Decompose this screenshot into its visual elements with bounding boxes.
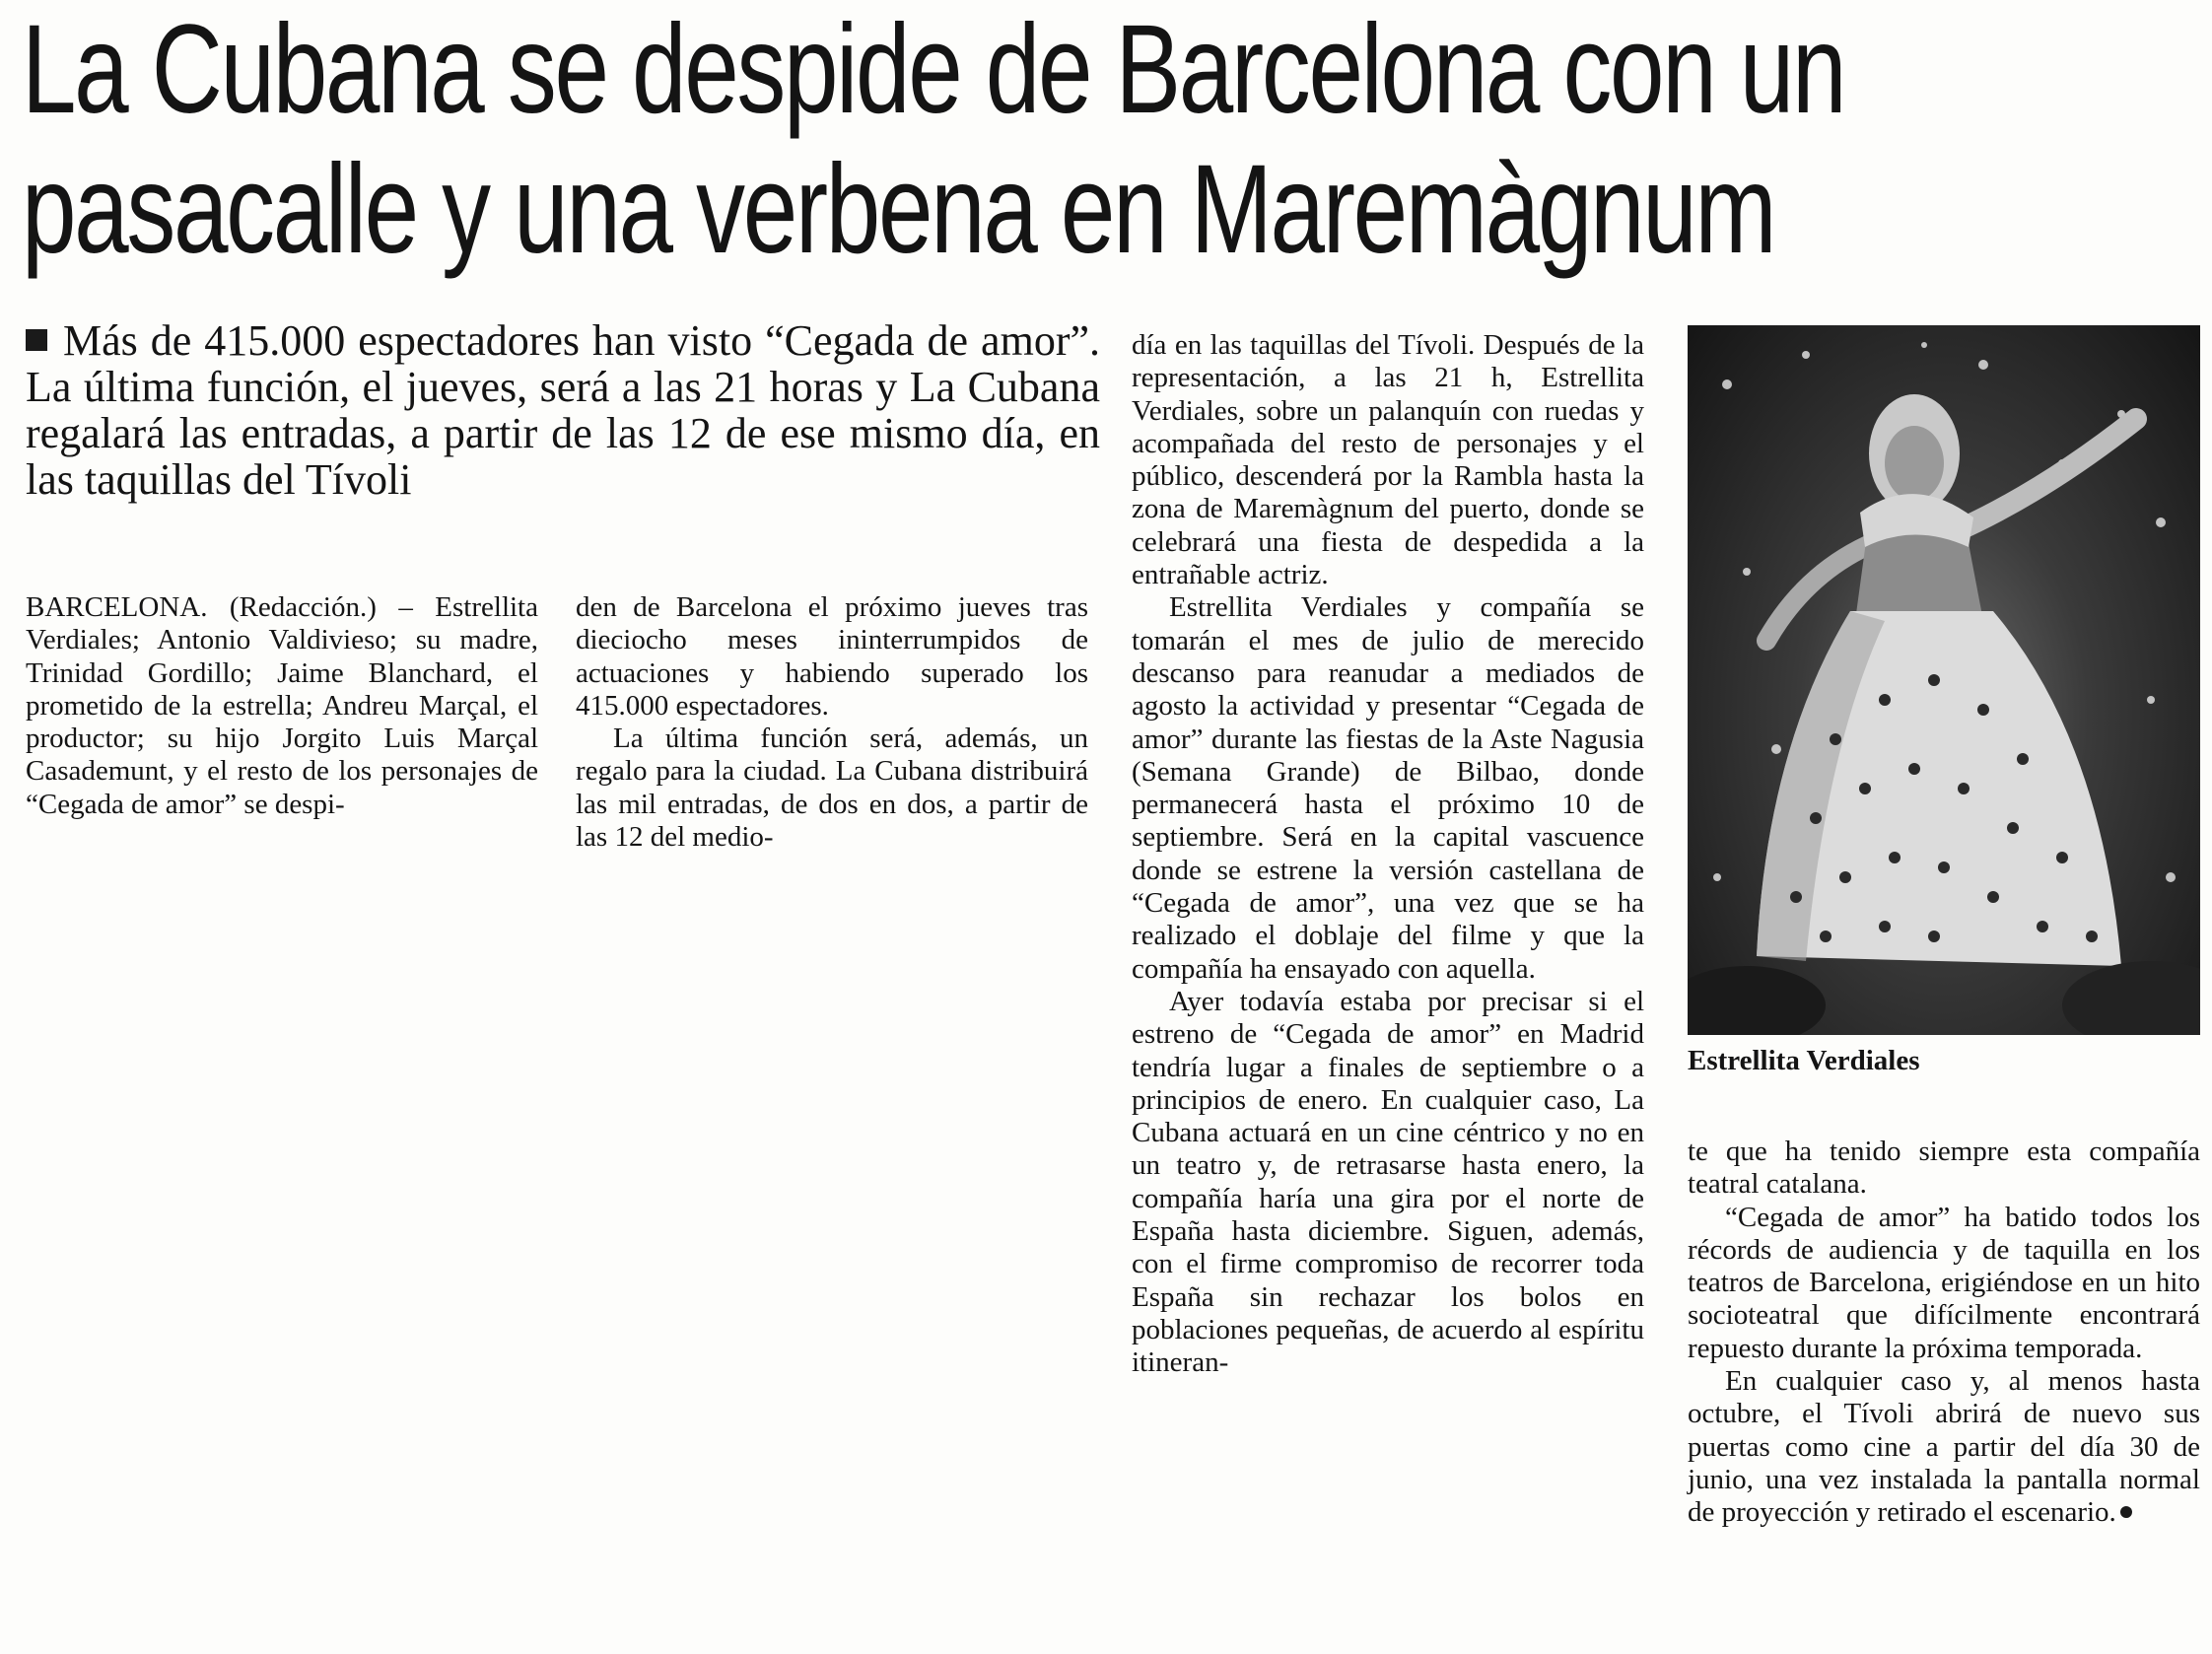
- paragraph: Ayer todavía estaba por precisar si el estreno de “Cegada de amor” en Madrid tendría lugar a finales de septiembre o a principios de enero. En cualquier caso, La Cubana actuará en un cine céntrico y no en un teatro y, de retrasarse hasta enero, la compañía haría una gira por el norte de España hasta diciembre. Siguen, además, con el firme compromiso de recorrer toda España sin rechazar los bolos en poblaciones pequeñas, de acuerdo al espíritu itineran-: [1132, 985, 1644, 1379]
- paragraph: [1688, 1365, 2200, 1529]
- article-column-2: [576, 591, 1088, 854]
- headline: [22, 0, 2197, 280]
- paragraph: den de Barcelona el próximo jueves tras dieciocho meses ininterrumpidos de actuaciones y habiendo superado los 415.000 espectadores.: [576, 591, 1088, 722]
- paragraph: BARCELONA. (Redacción.) – Estrellita Verdiales; Antonio Valdivieso; su madre, Trinidad Gordillo; Jaime Blanchard, el prometido de la estrella; Andreu Marçal, el productor; su hijo Jorgito Luis Marçal Casademunt, y el resto de los personajes de “Cegada de amor” se despi-: [26, 591, 538, 820]
- headline-line-2: pasacalle y una verbena en Maremàgnum: [22, 139, 1775, 280]
- article-column-3: [1132, 329, 1644, 1380]
- subheadline: [26, 317, 1100, 503]
- paragraph: Estrellita Verdiales y compañía se tomarán el mes de julio de merecido descanso para reanudar a mediados de agosto la actividad y presentar “Cegada de amor” durante las fiestas de la Aste Nagusia (Semana Grande) de Bilbao, donde permanecerá hasta el próximo 10 de septiembre. Será en la capital vascuence donde se estrene la versión castellana de “Cegada de amor”, una vez que se ha realizado el doblaje del filme y que la compañía ha ensayado con aquella.: [1132, 591, 1644, 985]
- performer-figure-illustration: [1688, 325, 2200, 1035]
- paragraph-text: En cualquier caso y, al menos hasta octubre, el Tívoli abrirá de nuevo sus puertas como cine a partir del día 30 de junio, una vez instalada la pantalla normal de proyección y retirado el escenario.: [1688, 1365, 2200, 1529]
- headline-line-1: La Cubana se despide de Barcelona con un: [22, 0, 1845, 140]
- paragraph: te que ha tenido siempre esta compañía teatral catalana.: [1688, 1136, 2200, 1201]
- paragraph: La última función será, además, un regalo para la ciudad. La Cubana distribuirá las mil entradas, de dos en dos, a partir de las 12 del medio-: [576, 723, 1088, 854]
- square-bullet-icon: [26, 329, 47, 351]
- photo-caption: Estrellita Verdiales: [1688, 1045, 1920, 1076]
- news-photo: [1688, 325, 2200, 1035]
- article-column-1: [26, 591, 538, 821]
- paragraph: día en las taquillas del Tívoli. Después de la representación, a las 21 h, Estrellita Verdiales, sobre un palanquín con ruedas y acompañada del resto de personajes y el público, descenderá por la Rambla hasta la zona de Maremàgnum del puerto, donde se celebrará una fiesta de despedida a la entrañable actriz.: [1132, 329, 1644, 591]
- subheadline-text: Más de 415.000 espectadores han visto “Cegada de amor”. La última función, el jueves, será a las 21 horas y La Cubana regalará las entradas, a partir de las 12 de ese mismo día, en las taquillas del Tívoli: [26, 316, 1100, 504]
- end-of-article-icon: [2120, 1506, 2132, 1518]
- paragraph: “Cegada de amor” ha batido todos los récords de audiencia y de taquilla en los teatros de Barcelona, erigiéndose en un hito socioteatral que difícilmente encontrará repuesto durante la próxima temporada.: [1688, 1201, 2200, 1364]
- article-column-4: [1688, 1136, 2200, 1530]
